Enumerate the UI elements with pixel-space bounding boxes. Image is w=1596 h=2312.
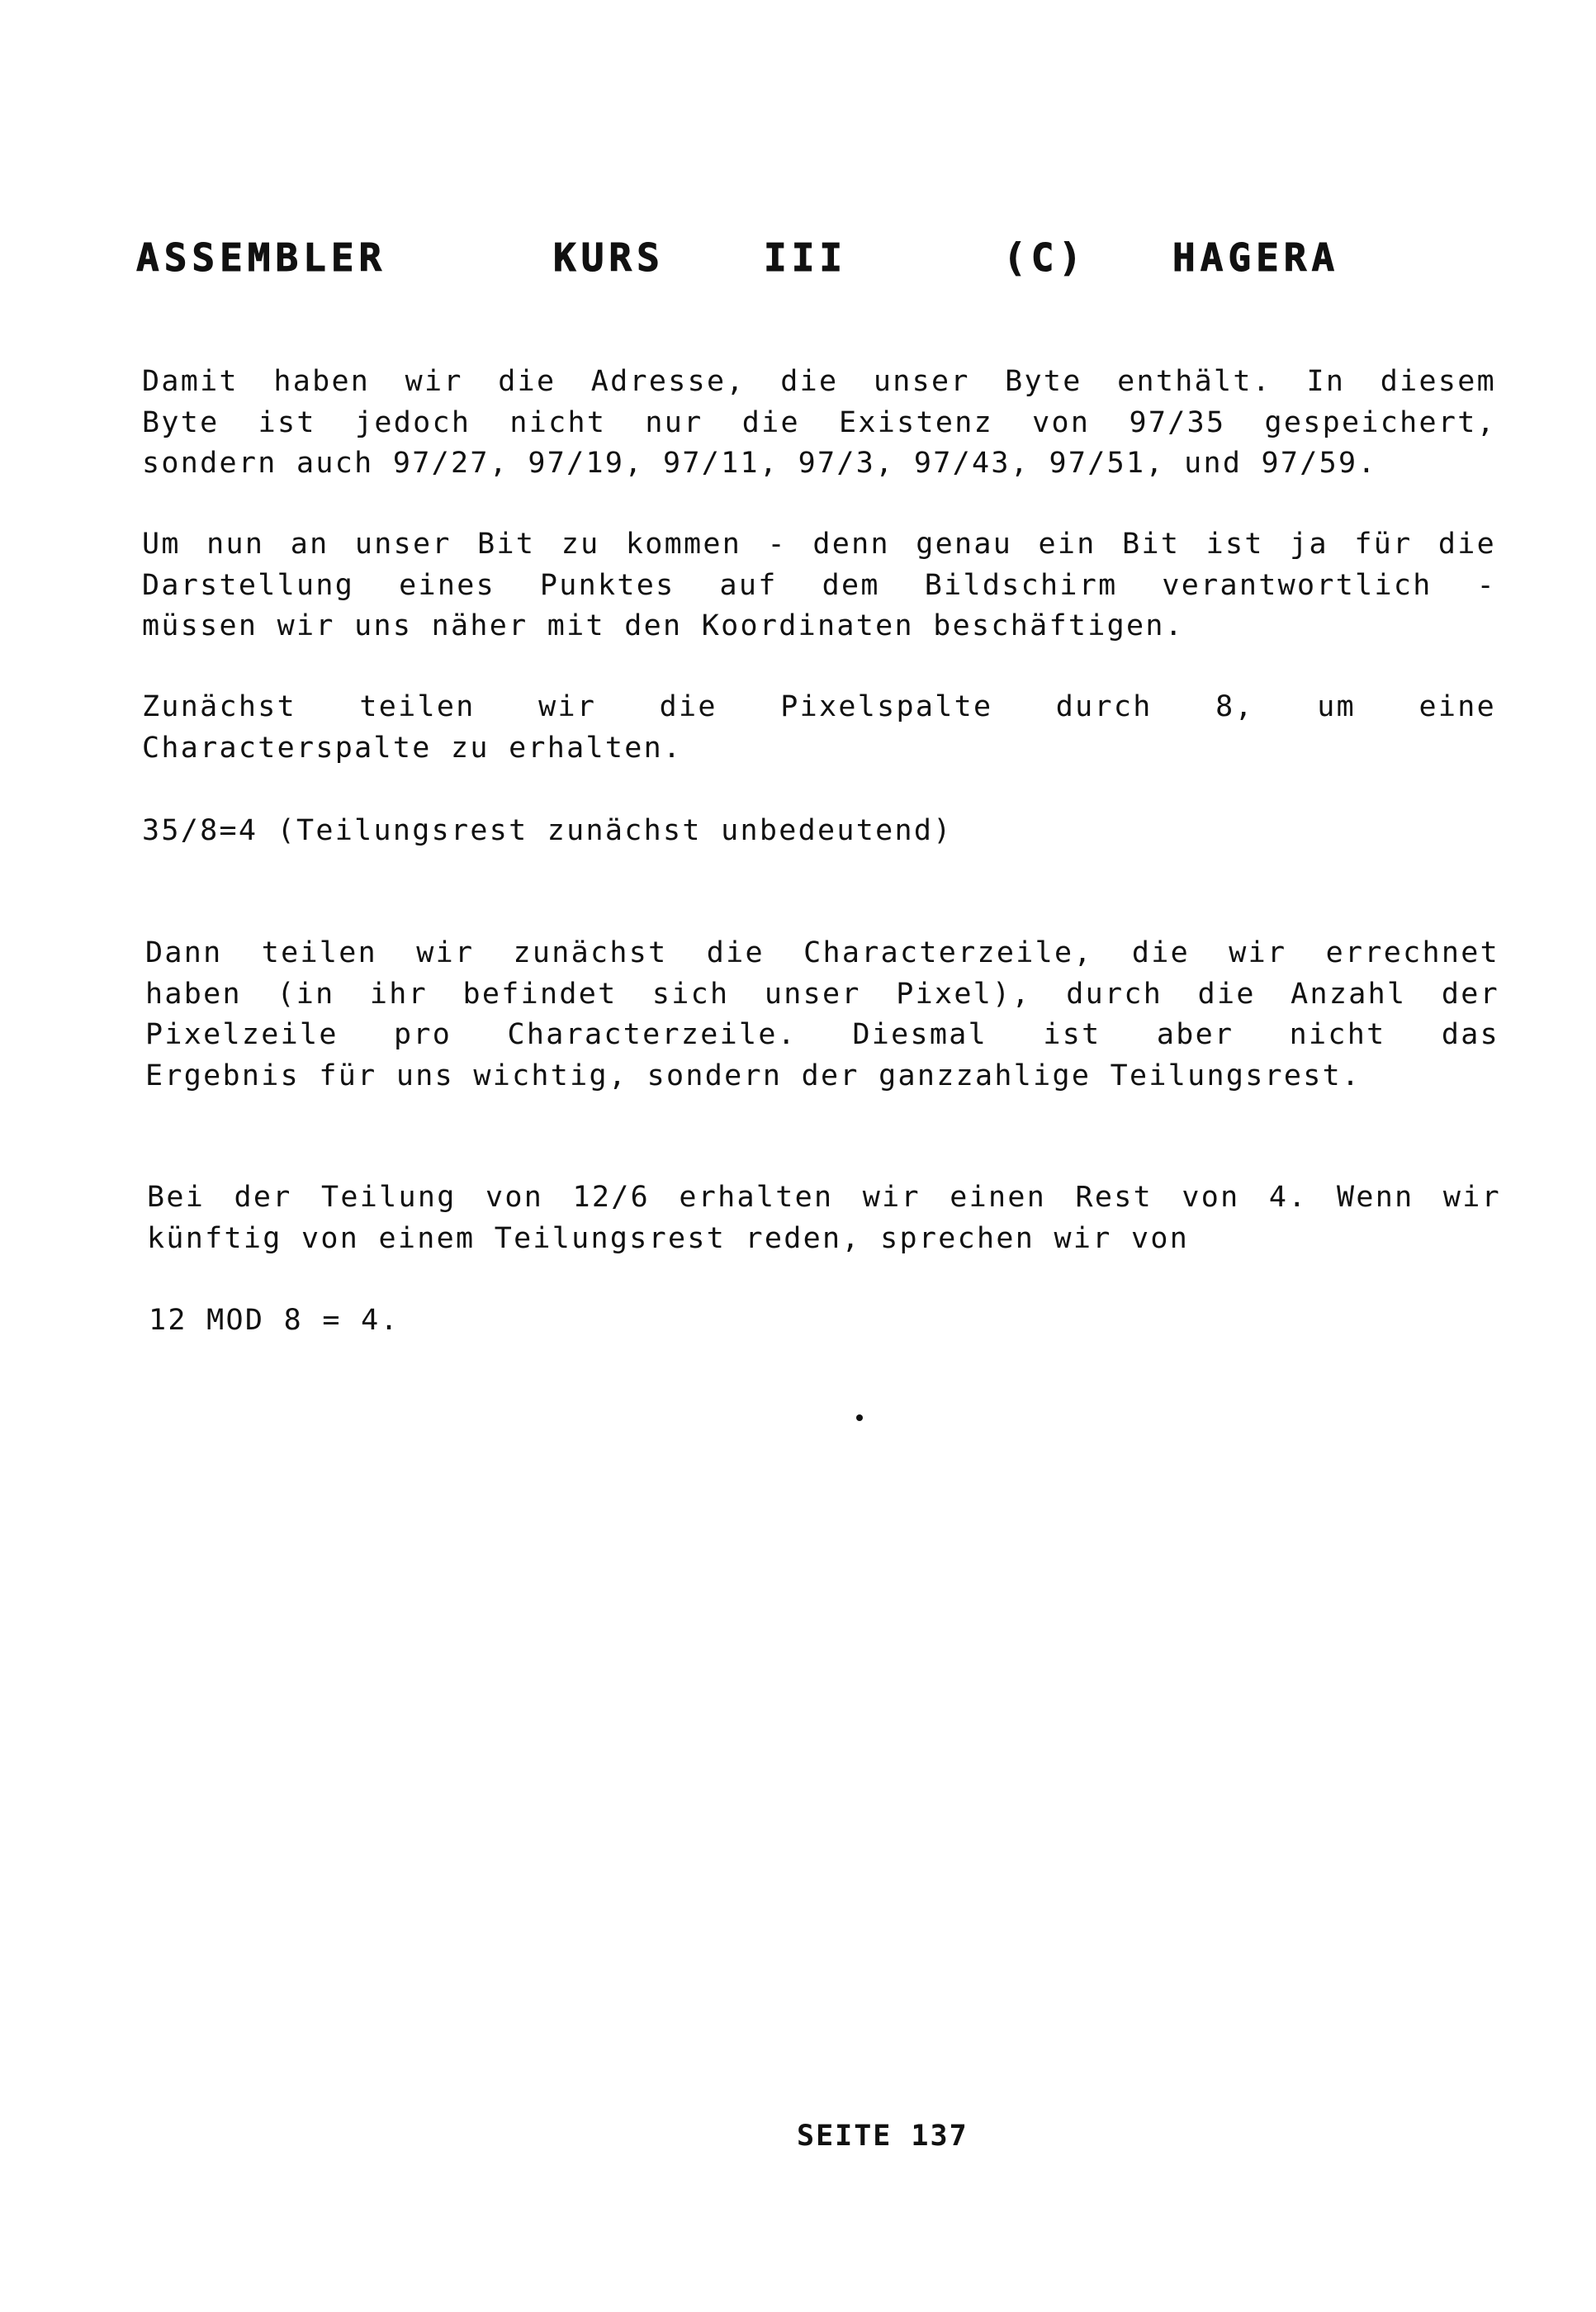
header-author: HAGERA bbox=[1172, 235, 1340, 280]
text-line: Darstellung eines Punktes auf dem Bildschirm verantwortlich - bbox=[142, 568, 1496, 602]
text-line: Bei der Teilung von 12/6 erhalten wir einen Rest von 4. Wenn wir bbox=[147, 1181, 1501, 1214]
paragraph-remainder bbox=[147, 1177, 1501, 1259]
header-part-number: III bbox=[764, 235, 848, 280]
text-line: künftig von einem Teilungsrest reden, sprechen wir von bbox=[147, 1221, 1190, 1255]
text-line: Characterspalte zu erhalten. bbox=[142, 731, 683, 765]
page-header bbox=[136, 235, 1441, 285]
text-line: Ergebnis für uns wichtig, sondern der ganzzahlige Teilungsrest. bbox=[145, 1059, 1362, 1092]
paragraph-mod-formula bbox=[149, 1300, 1503, 1342]
text-line: haben (in ihr befindet sich unser Pixel), durch die Anzahl der bbox=[145, 977, 1499, 1011]
paragraph-character-row bbox=[145, 933, 1499, 1097]
paragraph-bit-coordinates bbox=[142, 524, 1496, 647]
text-line: Byte ist jedoch nicht nur die Existenz von 97/35 gespeichert, bbox=[142, 405, 1496, 439]
header-copyright: (C) bbox=[1003, 235, 1087, 280]
text-line: Pixelzeile pro Characterzeile. Diesmal ist aber nicht das bbox=[145, 1018, 1499, 1051]
text-line: 35/8=4 (Teilungsrest zunächst unbedeutend) bbox=[142, 814, 953, 847]
paragraph-pixel-column bbox=[142, 687, 1496, 769]
stray-dot-mark bbox=[856, 1414, 863, 1421]
paragraph-formula-division bbox=[142, 811, 1496, 852]
paragraph-byte-address bbox=[142, 362, 1496, 485]
text-line: Um nun an unser Bit zu kommen - denn genau ein Bit ist ja für die bbox=[142, 528, 1496, 561]
page-number: SEITE 137 bbox=[797, 2120, 968, 2153]
text-line: Zunächst teilen wir die Pixelspalte durch 8, um eine bbox=[142, 690, 1496, 723]
header-title: ASSEMBLER bbox=[136, 235, 387, 280]
text-line: sondern auch 97/27, 97/19, 97/11, 97/3, 97/43, 97/51, und 97/59. bbox=[142, 447, 1377, 480]
text-line: Damit haben wir die Adresse, die unser Byte enthält. In diesem bbox=[142, 365, 1496, 398]
text-line: Dann teilen wir zunächst die Characterzeile, die wir errechnet bbox=[145, 936, 1499, 969]
text-line: müssen wir uns näher mit den Koordinaten beschäftigen. bbox=[142, 609, 1185, 642]
header-course: KURS bbox=[553, 235, 665, 280]
text-line: 12 MOD 8 = 4. bbox=[149, 1304, 400, 1337]
